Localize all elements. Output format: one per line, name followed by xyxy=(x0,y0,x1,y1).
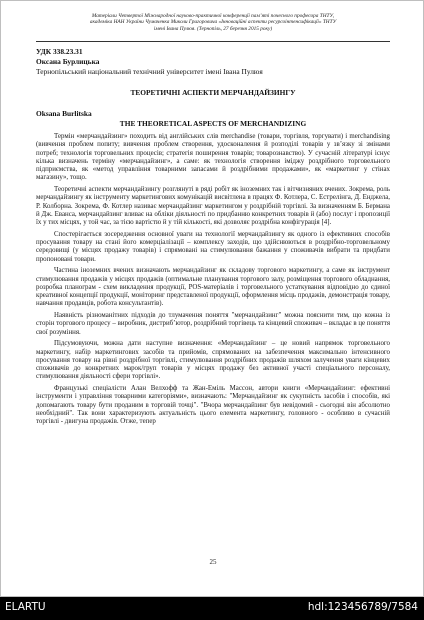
header-divider xyxy=(36,41,390,42)
paper-title-ua: ТЕОРЕТИЧНІ АСПЕКТИ МЕРЧАНДАЙЗИНГУ xyxy=(130,88,296,97)
article-body xyxy=(36,133,390,543)
author-name-en: Oksana Burlitska xyxy=(36,109,92,118)
repository-name: ELARTU xyxy=(5,601,46,613)
paragraph: Термін «мерчандайзинг» походить від англійських слів merchandise (товари, торгівля, торгувати) і merchandising (вивчення проблем попиту; вивчення проблем створення, удосконалення й розподілі товарів у зв’язку зі змінами потреб; технологія торговельних процесів; стратегія поширення товарів; товарознавство). У сучасній літературі існує кілька визначень терміну «мерчандайзинг», а саме: як технологія створення іміджу роздрібного торговельного підприємства, як «метод управління товарними запасами й роздрібними продажами», як «маркетинг у стінах магазину», тощо. xyxy=(36,133,390,182)
paragraph: Теоретичні аспекти мерчандайзингу розглянуті в ряді робіт як іноземних так і вітчизняних вчених. Зокрема, роль мерчандайзингу як інструменту маркетингових комунікацій висвітлена в працях Ф. Котлера, С. Естрелінга, Д. Енджела, Р. Колборна. Зокрема, Ф. Котлер називає мерчандайзинг маркетингом у роздрібній торгівлі. За визначенням Б. Бермана й Дж. Еванса, мерчандайзинг вливає на обліки діяльності по придбанню конкретних товарів й (або) послуг і пропозиції їх у тих місцях, у той час, за тією вартістю й у тій кількості, які дозволяє роздрібна конфігурація [4]. xyxy=(36,186,390,226)
header-line-1: Матеріали Четвертої Міжнародної науково-практичної конференції пам’яті почесного професора ТНТУ, xyxy=(91,13,335,19)
paragraph: Наявність різноманітних підходів до тлумачення поняття "мерчандайзинг" можна пояснити тим, що кожна із сторін торгового процесу – виробник, дистриб’ютор, роздрібний торгівець та кінцевий споживач – вкладає в це поняття свої розуміння. xyxy=(36,312,390,336)
author-name: Оксана Бурлицька xyxy=(36,57,100,66)
paragraph: Французькі спеціалісти Алан Велхофф та Жан-Еміль Массон, автори книги «Мерчандайзинг: ефективні інструменти і управління товарними категоріями», визначають: "Мерчандайзинг як сукупність засобів і способів, які допомагають товару бути проданим в торговій точці". "Вчора мерчандайзинг був невідомий - сьогодні він абсолютно необхідний". Так вони характеризують актуальність цього елемента маркетингу, головного - особливо в сучасній торгівлі - двигуна продажів. Отже, тепер xyxy=(36,385,390,425)
udk-code: УДК 338.23.31 xyxy=(36,47,83,56)
header-line-3: імені Івана Пулюя. (Тернопіль, 27 березня 2015 року) xyxy=(153,25,273,32)
paragraph: Спостерігається зосередження основної уваги на технології мерчандайзингу як одного із ефективних способів просування товару на стані його комерціалізації – комплексу заходів, що здійснюються в роздрібно-торговельному середовищі (у місцях продажу товарів) і спрямовані на стимулювання бажання у споживачів вибрати та придбати пропоновані товари. xyxy=(36,230,390,263)
paper-title-en: THE THEORETICAL ASPECTS OF MERCHANDIZING xyxy=(119,119,307,128)
conference-header xyxy=(65,13,361,32)
header-line-2: академіка НАН України Чумаченка Миколи Григоровича «Інноваційні аспекти ресурсоінтенсифікації» ТНТУ xyxy=(89,19,337,26)
page-number: 25 xyxy=(209,558,217,566)
author-affiliation: Тернопільський національний технічний університет імені Івана Пулюя xyxy=(36,67,263,76)
repository-footer-bar xyxy=(0,597,424,620)
paragraph: Підсумовуючи, можна дати наступне визначення: «Мерчандайзинг – це новий напрямок торговельного маркетингу, набір маркетингових засобів та прийомів, спрямованих на забезпечення максимально інтенсивного просування товару на рівні роздрібної торгівлі, стимулювання роздрібних продажів шляхом залучення уваги кінцевих споживачів до конкретних марок/груп товарів у місцях продажу без активної участі спеціального персоналу, стимулювання діяльності сфери торгівлі». xyxy=(36,340,390,381)
handle-identifier: hdl:123456789/7584 xyxy=(307,601,418,613)
paragraph: Частина іноземних вчених визначають мерчандайзинг як складову торгового маркетингу, а саме як інструмент стимулювання продажів у місцях продажів (оптимальне планування торгового залу, розміщення торгового обладнання, розробка планограм - схем викладення продукції, POS-матеріалів і торговельного устаткування відповідно до єдиної креативної концепції продукції, моніторинг представленої продукції, оформлення місць продажів, демонстрація товару, навчання продавців, робота консультантів). xyxy=(36,267,390,308)
